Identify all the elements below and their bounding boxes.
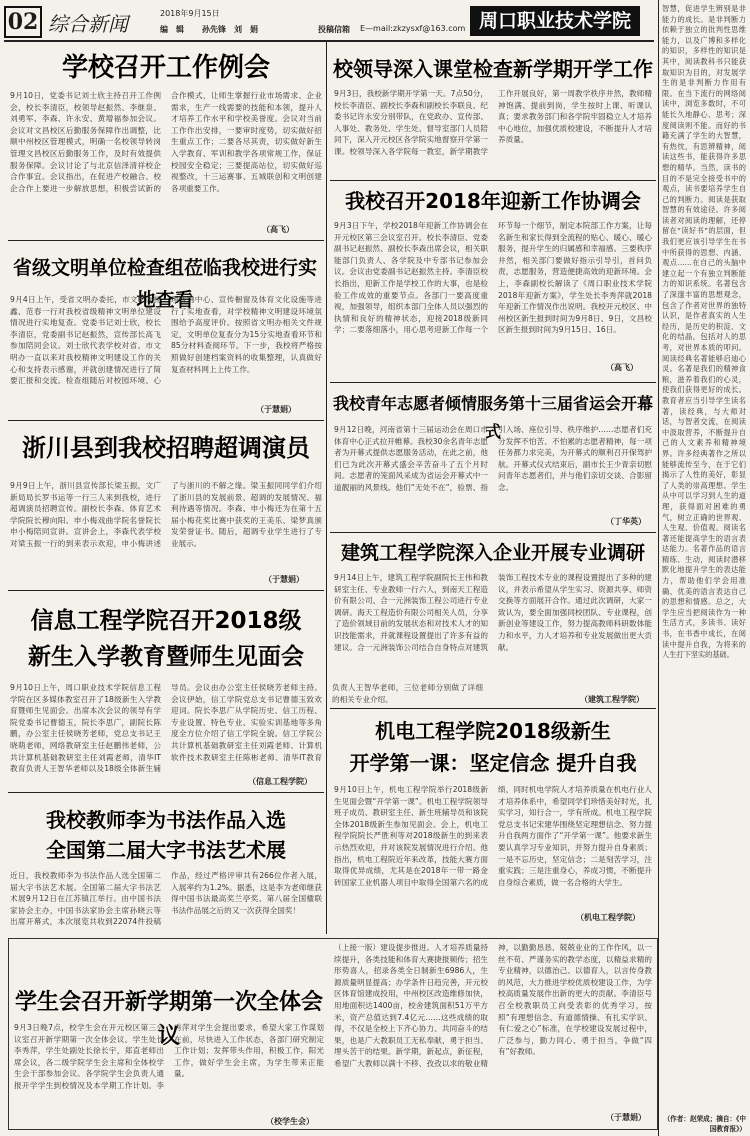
article-title-calligraphy-l1: 我校教师李为书法作品入选: [46, 808, 286, 832]
essay-source: （作者：赵荣成；摘自：《中国教育报》）: [663, 1115, 746, 1133]
article-signature: （高飞）: [262, 225, 294, 234]
article-title-calligraphy-l2: 全国第二届大字书法艺术展: [46, 838, 286, 862]
article-title-info-eng-l1: 信息工程学院召开2018级: [30, 608, 302, 634]
article-body-classroom-check: 9月3日，我校新学期开学第一天。7点50分，校长李清臣、副校长李森和副校长李联良、纪委书记许永安分别带队，在党政办、宣传部、人事处、教务处、学生处、督导室部门人员陪同下，深入开元校区各学院实地督察开学第一课。校领导深入各学院每一教室，新学期教学工作开展良好，第一周教学秩序井然，教师精神饱满、提前到岗，学生按时上课、听课认真；要求教务部门和各学院牢固稳立人才培养中心地位，加强优质校建设，不断提升人才培养质量。: [334, 89, 652, 156]
article-signature: （信息工程学院）: [248, 777, 312, 786]
article-title-welcome-meeting: 我校召开2018年迎新工作协调会: [345, 189, 641, 213]
article-body-civilization-check: 9月4日上午，受省文明办委托，市文明办杨鑫、范春一行对我校省级精神文明单位建设情况进行实地复查。党委书记刘士欣，校长李清臣，党委副书记赵振然，宣传部长高飞参加陪同会议。刘士欣代表学校对省、市文明办一直以来对我校精神文明建设工作的关心和支持表示感谢，并就创建情况进行了简要汇报和交流。检查组随后对校园环境、心理咨询中心、宣传橱窗及体育文化设施等进行了实地查看，对学校精神文明建设环境氛围给予高度评价。按照省文明办相关文件规定，文明单位复查分为15分实地查看环节和85分材料查阅环节。下一步，我校将严格按照做好创建档案资料的收集整理，认真做好复查材料网上上传工作。: [10, 295, 322, 386]
article-signature: （于慧娟）: [606, 1113, 646, 1122]
page-number: 02: [4, 6, 42, 38]
article-title-volunteers: 我校青年志愿者倾情服务第十三届省运会开幕式: [332, 394, 653, 441]
article-body-info-eng: 9月10日上午，周口职业技术学院信息工程学院在区多媒体教室召开了18级新生入学教育暨师生见面会。出席本次会议的领导有学院党委书记曹德玉，院长李思广，副院长陈鹏，办公室主任侯晓芳老师，党总支书记王晓萌老师，网络教研室主任赵鹏伟老师，公共计算机基础教研室主任刘霞老师，清华IT教育负责人王智华老师以及18级全体新生辅导员。会议由办公室主任侯晓芳老师主持。会议伊始，信工学院党总支书记曹德玉致欢迎词。院长李思广从学院历史、信工历程、专业设置、特色专业、实验实训基地等多角度全方位介绍了信工学院全貌。信工学院公共计算机基础教研室主任刘霞老师、计算机软件技术教研室主任陈彬老师、清华IT教育负责人王智华老师，三位老师分别做了详细的相关专业介绍。: [10, 683, 483, 774]
article-title-civilization-check: 省级文明单位检查组莅临我校进行实地查看: [12, 257, 317, 311]
article-signature: （于慧娟）: [256, 405, 296, 414]
article-body-reading-essay: 智慧，促进学生辨别是非能力的成长。是非判断力依赖于独立的批判性思维能力，以及广博和多样化的知识，多样性的知识是其中，阅读教科书只能获取知识为目的，对发展学生的是非判断力作用有限。在当下流行的网络阅读中，浏览多数时，不可能长久地静心、思考；深度阅读则不能。而好的书籍充满了学生的大智慧，有热忱，有思辨精神，阅读这些书，能获得许多思想的精华。当然，读书的目的不是完全接受书中的观点，读书要培养学生自己的判断力。阅读是获取智慧的有效途径。许多阅读者对阅读的理解，还停留在“读好书”的层面，但我们更应该引导学生在书中所获得的思想、内涵、观点……在自己的头脑中建立起一个有独立判断能力的知识系统。名著包含了深邃丰富的思想观念，包含了作者对世界的独特认识，是作者真实的人生经历，是历史的积淀、文化的结晶，包括对人的思考，对世界本质的叩问。阅读经典名著能够启迪心灵。名著是我们的精神食粮，滋养着我们的心灵，使我们获得更好的成长。教育者应当引导学生读名著，读经典，与大师对话，与智者交流，在阅读中汲取营养，不断提升自己的人文素养和精神境界。许多经典著作之所以能够流传至今，在于它们揭示了人性的美好，彰显了人类的崇高理想。学生从中可以学习到人生的道理，获得面对困难的勇气，树立正确的世界观、人生观、价值观。阅读名著还能提高学生的语言表达能力。名著作品的语言精练、生动，阅读时潜移默化地提升学生的表达能力，帮助他们学会用准确、优美的语言表达自己的思想和情感。总之，大学生应当把阅读作为一种生活方式，多读书、读好书，在书香中成长，在阅读中提升自我，为将来的人生打下坚实的基础。: [662, 4, 746, 660]
article-title-student-union: 学生会召开新学期第一次全体会议: [14, 990, 323, 1049]
article-signature: （建筑工程学院）: [580, 695, 644, 704]
editor-label: 编 辑: [160, 25, 184, 34]
article-body-continued-from-page1: （上接一版）建设提步推进。人才培养质量持续提升，各类技能和体育大赛捷报频传；招生形势喜人，招录各类全日制新生6986人，生源质量明显提高；办学条件日趋完善，开元校区体育馆建成投用，中州校区改造维修加快，用地面积达1400亩，校舍建筑面积51万平方米，资产总值达到7.4亿元……这些成绩的取得，不仅是全校上下齐心协力、共同奋斗的结果，也是广大教职员工无私奉献、勇于担当、埋头苦干的结果。新学期，新起点，新征程，希望广大教师以满十不移、孜孜以求的敬业精神，以勤勤恳恳、兢兢业业的工作作风，以一丝不苟、严谨务实的教学态度，以精益求精的专业精神，以德治己、以德育人，以言传身教的风范，大力推进学校优质校建设工作，为学校高质量发展作出新的更大的贡献。李清臣号召全校教职员工向受表彰的优秀学习，按照“有理想信念、有道德情操、有扎实学识、有仁爱之心”标准，在学校建设发展过程中，广泛参与，勤力同心、勇于担当，争做“四有”好教师。: [334, 943, 652, 1068]
article-signature: （于慧娟）: [264, 575, 304, 584]
article-title-construction: 建筑工程学院深入企业开展专业调研: [340, 542, 645, 564]
article-signature: （高飞）: [606, 363, 638, 372]
article-body-welcome-meeting: 9月3日下午，学校2018年迎新工作协调会在开元校区第三会议室召开。校长李清臣、党委副书记赵振然、副校长李森出席会议，相关职能部门负责人、各学院及中专部书记参加会议。会议由党委副书记赵振然主持。李清臣校长指出，迎新工作是学校工作的大事，也是检验工作成效的重要节点。各部门一要高度重视，加强领导，组织本部门全体人员以强烈的执情和良好的精神状态，迎接2018级新同学；二要落细落小，用心思考迎新工作每一个环节每一个细节，制定本院部工作方案，让每名新生和家长得到全流程的贴心、暖心、暖心服务，提升学生的归属感和幸福感。三要秩序井然，相关部门要做好指示引导引，首问负责，志愿服务，营造便捷高效的迎新环境。会上，李森副校长解读了《周口职业技术学院2018年迎新方案》，学生处长李秀萍就2018年迎新工作情况作出说明。我校开元校区、中州校区新生报到时间为9月8日、9日，文昌校区新生报到时间为9月15日、16日。: [334, 221, 652, 335]
masthead: 周口职业技术学院: [470, 6, 640, 36]
article-title-info-eng-l2: 新生入学教育暨师生见面会: [28, 644, 304, 670]
article-title-work-meeting: 学校召开工作例会: [61, 53, 270, 83]
article-body-work-meeting: 9月10日，党委书记刘士欣主持召开工作例会，校长李清臣，校领导赵振然、李继泉、刘勇军、李森、许永安、黄增福参加会议。会议对文昌校区后勤服务保障作出调整，比顺中州校区管理模式，明确一名校领导转岗管理文昌校区后勤服务工作，及时有效提供服务保障。会议讨论了与北京信泽清祥校企合作事宜。会议指出，在促进产校融合、校企合作上要进一步解放思想，积极尝试新的合作模式，让师生掌握行业市场需求、企业需求，生产一线需要的技能和本领，提升人才培养工作水平和学校美誉度。会议对当前工作作出安排，一要审时度势，切实做好招生重点工作；二要各尽其责，切实做好新生入学教育、军训和教学各项常规工作，保证校园安全稳定；三要提高站位，切实做好巡视整改，十三运赛事、五城联创和文明创建各项重要工作。: [10, 91, 322, 193]
article-title-mech-eng-l1: 机电工程学院2018级新生: [375, 719, 611, 743]
section-name: 综合新闻: [48, 12, 128, 36]
article-body-recruitment: 9月9日上午，浙川县宣传部长梁玉振，文广新局局长罗书运等一行三人来到我校，进行超调演员招聘宣传。副校长李森、体育艺术学院院长穆向阳、申小梅戏曲学院名誉院长申小梅陪同宣讲。宣讲会上，李森代表学校对梁玉振一行的到来表示欢迎，申小梅讲述了与浙川的不解之缘。梁玉振同同学们介绍了浙川县的发展前景、超调的发展情况、福利待遇等情况。李森、申小梅还为在第十五届小梅花奖比赛中获奖的王美乐、梁梦真颁发荣誉证书。随后，超调专业学生进行了专业展示。: [10, 481, 322, 548]
article-signature: （机电工程学院）: [576, 913, 640, 922]
article-title-classroom-check: 校领导深入课堂检查新学期开学工作: [333, 57, 653, 81]
article-body-mech-eng: 9月10日上午，机电工程学院举行2018级新生见面会暨“开学第一课”。机电工程学院领导班子成员、教研室主任、新生班辅导员和该院全体2018级新生参加见面会。会上，机电工程学院院长严胜利等对2018级新生的到来表示热烈欢迎，并对该院发展情况进行介绍。他指出，机电工程院近年来改革，技能大赛方面取得优异成绩，尤其是在2018年一带一路金砖国家工业机器人项目中取得全国第六名的成绩，同时机电学院人才培养质量在机电行业人才培养体系中，希望同学们珍惜美好时光，扎实学习，知行合一，学有所成。机电工程学院党总支书记宋建华围绕坚定理想信念、努力提升自我两方面作了“开学第一课”。他要求新生要认真学习专业知识，并努力提升自身素质；一是不忘历史，坚定信念；二是刻苦学习，注重实践；三是注重身心，养成习惯，不断提升自身综合素质，做一名合格的大学生。: [334, 785, 652, 887]
issue-date: 2018年9月15日: [160, 9, 220, 18]
article-title-mech-eng-l2: 开学第一课：坚定信念 提升自我: [349, 751, 637, 775]
article-signature: （丁华英）: [606, 517, 646, 526]
email-label: 投稿信箱: [318, 25, 350, 34]
article-body-calligraphy: 近日，我校教师李为书法作品人选全国第二届大字书法艺术展。全国第二届大字书法艺术展9月12日在江苏镇江举行。由中国书法家协会主办，中国书法家协会主席孙晓云等出席开幕式，本次展览共收到22074件投稿作品，经过严格评审共有266位作者入展，入展率约为1.2%。据悉，这是李为老师继获得中国书法最高奖兰亭奖、第八届全国楹联书法作品展之后的又一次获得全国奖！: [10, 871, 322, 927]
article-body-student-union: 9月3日晚7点，校学生会在开元校区第三会议室召开新学期第一次全体会议。学生处长李秀萍，学生处副处长徐长宇，郑直老师出席会议，各二级学院学生会主席和全体校学生会干部参加会议。各学院学生会负责人通报开学学生到校情况及本学期工作计划。李秀萍对学生会提出要求，希望大家工作谋划在前，尽快进入工作状态，各部门研究制定工作计划；发挥带头作用，积极工作，阳光工作，做好学生会主席，为学生带来正能量。: [14, 1023, 324, 1090]
article-body-volunteers: 9月12日晚，河南省第十三届运动会在周口市体育中心正式拉开帷幕。我校30余名青年志愿者为开幕式提供志愿服务活动，在此之前，他们已为此次开幕式盛会辛苦奋斗了五个月时间。志愿者的笼面风采成为省运会开幕式中一道靓丽的风景线。他们“无处不在”，验票、指引入场、座位引导、秩序维护……志愿者们充分发挥不怕苦、不怕累的志愿者精神，每一项任务都力求完美，为开幕式的顺利召开保驾护航。开幕式仪式结束后，副市长王少青亲切慰问青年志愿者们，并与他们亲切交谈、合影留念。: [334, 425, 652, 492]
article-title-recruitment: 浙川县到我校招聘超调演员: [22, 434, 310, 462]
article-signature: （校学生会）: [266, 1117, 314, 1126]
editor-names: 孙先锋 刘 娟: [202, 25, 258, 34]
email-address: E—mail:zkzysxf@163.com: [360, 24, 466, 33]
article-body-construction: 9月14日上午，建筑工程学院副院长王伟和教研室主任、专业教师一行六人，到南天工程造价有限公司、合一元洲装饰工程公司进行专业调研。海天工程造价有限公司相关人员，分享了造价领域目前的发展状态和对技术人才的知识技能需求，并就课程设置提出了许多有益的建议。合一元洲装饰公司结合自身特点对建筑装饰工程技术专业的课程设置提出了多种的建议，并表示希望从学生实习、资源共享、师资交换等方面展开合作。通过此次调研，大家一致认为，要全面加强同校团队、专业课程，创新创业等建设工作，努力提高教师科研数体能力和水平，力人才培养和专业发展做出更大贡献。: [334, 573, 652, 652]
